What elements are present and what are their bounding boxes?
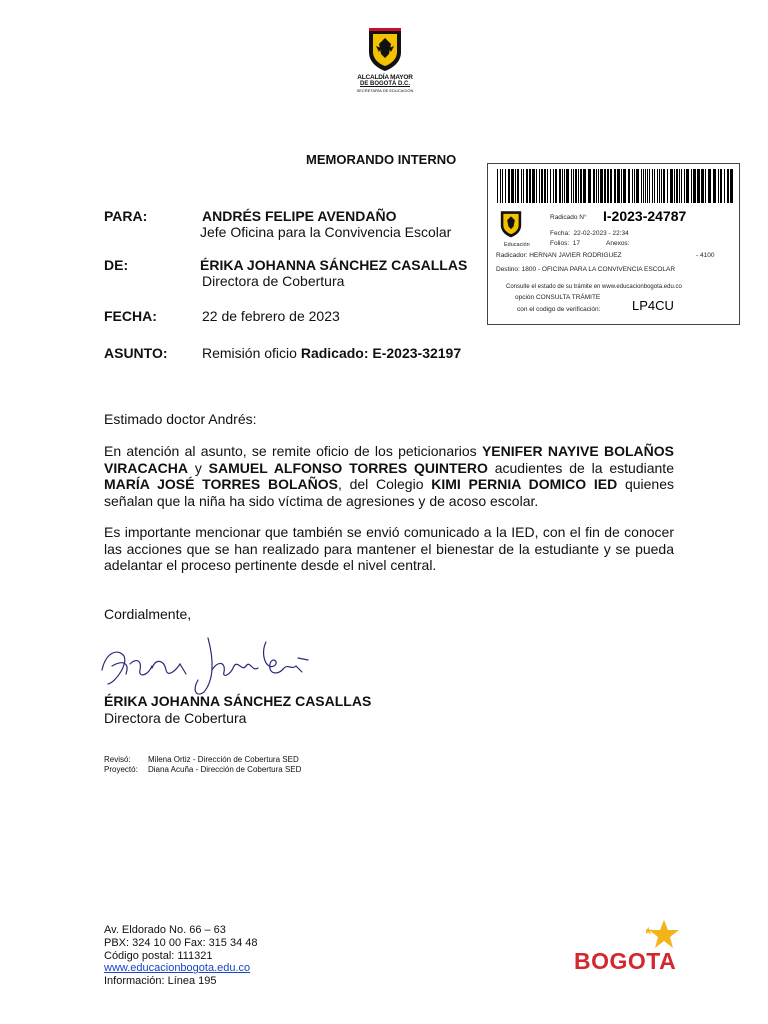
de-label: DE: — [104, 257, 129, 273]
stamp-destino: Destino: 1800 - OFICINA PARA LA CONVIVENCIA ESCOLAR — [496, 266, 676, 273]
barcode-bar — [681, 169, 682, 203]
barcode-bar — [705, 169, 706, 203]
logo-line-2: DE BOGOTÁ D.C. — [359, 81, 410, 87]
stamp-educacion: Educación — [504, 242, 530, 248]
barcode — [493, 167, 736, 205]
barcode-bar — [617, 169, 620, 203]
barcode-bar — [663, 169, 665, 203]
barcode-bar — [583, 169, 586, 203]
radicado-stamp — [487, 163, 740, 325]
proyecto-label: Proyectó: — [104, 765, 138, 774]
stamp-verificacion: con el codigo de verificación: — [517, 306, 601, 313]
stamp-radicador-code: - 4100 — [696, 252, 715, 259]
star-icon — [646, 918, 682, 952]
barcode-bar — [547, 169, 548, 203]
p1-bold-4: KIMI PERNIA DOMICO IED — [431, 476, 618, 492]
barcode-bar — [701, 169, 704, 203]
barcode-bar — [654, 169, 655, 203]
barcode-bar — [575, 169, 577, 203]
stamp-fecha-value: 22-02-2023 - 22:34 — [573, 230, 629, 237]
fecha-value: 22 de febrero de 2023 — [202, 308, 340, 324]
stamp-coat-of-arms-icon — [497, 210, 525, 238]
barcode-bar — [632, 169, 633, 203]
memo-title: MEMORANDO INTERNO — [306, 152, 457, 167]
barcode-bar — [667, 169, 668, 203]
barcode-bar — [647, 169, 648, 203]
reviso-value: Milena Ortiz - Dirección de Cobertura SED — [148, 755, 299, 764]
de-name: ÉRIKA JOHANNA SÁNCHEZ CASALLAS — [200, 257, 468, 273]
asunto-value — [202, 345, 461, 361]
footer-contact — [104, 924, 258, 988]
stamp-anexos-label: Anexos: — [606, 240, 630, 247]
barcode-bar — [544, 169, 546, 203]
barcode-bar — [645, 169, 646, 203]
footer-info: Información: Línea 195 — [104, 975, 217, 988]
barcode-bar — [600, 169, 603, 203]
barcode-bar — [539, 169, 540, 203]
barcode-bar — [724, 169, 725, 203]
stamp-opcion: opción CONSULTA TRÁMITE — [515, 294, 601, 301]
logo-line-3: SECRETARÍA DE EDUCACIÓN — [356, 88, 414, 93]
barcode-bar — [720, 169, 722, 203]
barcode-bar — [628, 169, 630, 203]
barcode-bar — [691, 169, 692, 203]
barcode-bar — [500, 169, 501, 203]
footer-postal: Código postal: 111321 — [104, 949, 213, 962]
stamp-verification-code: LP4CU — [632, 298, 674, 313]
barcode-bar — [652, 169, 653, 203]
barcode-bar — [578, 169, 579, 203]
barcode-bar — [718, 169, 719, 203]
barcode-bar — [643, 169, 644, 203]
bogota-logo — [574, 918, 684, 980]
barcode-bar — [623, 169, 626, 203]
barcode-bar — [693, 169, 696, 203]
stamp-folios-label: Folios: — [550, 240, 570, 247]
stamp-radicador: Radicador: HERNAN JAVIER RODRIGUEZ — [496, 252, 622, 259]
paragraph-2: Es importante mencionar que también se envió comunicado a la IED, con el fin de conocer las acciones que se han realizado para mantener el bienestar de la estudiante y se pueda adelantar el proceso pertinente desde el nivel central. — [104, 524, 674, 573]
footer-web-link[interactable]: www.educacionbogota.edu.co — [104, 962, 251, 975]
barcode-bar — [674, 169, 675, 203]
signer-name: ÉRIKA JOHANNA SÁNCHEZ CASALLAS — [104, 693, 372, 709]
footer-phone: PBX: 324 10 00 Fax: 315 34 48 — [104, 936, 258, 949]
de-role: Directora de Cobertura — [202, 273, 345, 289]
barcode-bar — [713, 169, 716, 203]
paragraph-1 — [104, 443, 674, 509]
barcode-bar — [641, 169, 642, 203]
fecha-label: FECHA: — [104, 308, 157, 324]
para-role: Jefe Oficina para la Convivencia Escolar — [200, 224, 452, 240]
barcode-bar — [559, 169, 561, 203]
barcode-bar — [684, 169, 685, 203]
barcode-bar — [571, 169, 572, 203]
barcode-bar — [517, 169, 519, 203]
barcode-bar — [686, 169, 689, 203]
closing: Cordialmente, — [104, 606, 192, 622]
p1-text-5: quienes señalan que la niña ha sido víctima de agresiones y de acoso escolar. — [104, 476, 674, 509]
logo-line-1: ALCALDÍA MAYOR — [357, 74, 413, 81]
barcode-bar — [634, 169, 635, 203]
signer-role: Directora de Cobertura — [104, 710, 247, 726]
barcode-bar — [604, 169, 606, 203]
proyecto-value: Diana Acuña - Dirección de Cobertura SED — [148, 765, 302, 774]
barcode-bar — [727, 169, 729, 203]
barcode-bar — [657, 169, 658, 203]
barcode-bar — [659, 169, 660, 203]
barcode-bar — [562, 169, 563, 203]
barcode-bar — [529, 169, 531, 203]
barcode-bar — [636, 169, 639, 203]
barcode-bar — [550, 169, 551, 203]
barcode-bar — [649, 169, 650, 203]
barcode-bar — [593, 169, 595, 203]
barcode-bar — [555, 169, 557, 203]
barcode-bar — [661, 169, 662, 203]
stamp-folios — [550, 240, 580, 247]
coat-of-arms-icon — [365, 28, 405, 72]
p1-text-2: y — [188, 459, 209, 476]
barcode-bar — [511, 169, 514, 203]
handwritten-signature — [96, 630, 316, 700]
barcode-bar — [541, 169, 543, 203]
alcaldia-logo — [350, 28, 420, 94]
barcode-bar — [566, 169, 569, 203]
barcode-bar — [521, 169, 522, 203]
barcode-bar — [596, 169, 597, 203]
barcode-bar — [523, 169, 524, 203]
barcode-bar — [497, 169, 498, 203]
barcode-bar — [580, 169, 582, 203]
barcode-bar — [614, 169, 616, 203]
barcode-bar — [730, 169, 733, 203]
p1-bold-2: SAMUEL ALFONSO TORRES QUINTERO — [208, 459, 488, 476]
bogota-wordmark: BOGOTA — [574, 948, 677, 974]
p1-bold-1: YENIFER NAYIVE BOLAÑOS VIRACACHA — [104, 443, 674, 476]
asunto-label: ASUNTO: — [104, 345, 168, 361]
p1-text-1: En atención al asunto, se remite oficio de los peticionarios — [104, 443, 482, 459]
barcode-bar — [515, 169, 516, 203]
barcode-bar — [553, 169, 554, 203]
barcode-bar — [564, 169, 565, 203]
barcode-bar — [502, 169, 503, 203]
barcode-bar — [610, 169, 612, 203]
stamp-consulte: Consulte el estado de su trámite en www.educacionbogota.edu.co — [506, 284, 682, 290]
p1-text-3: acudientes de la estudiante — [487, 459, 674, 476]
stamp-fecha — [550, 230, 629, 237]
barcode-bar — [598, 169, 599, 203]
greeting: Estimado doctor Andrés: — [104, 411, 257, 427]
stamp-radicado-number: I-2023-24787 — [603, 208, 687, 224]
barcode-bar — [676, 169, 678, 203]
barcode-bar — [573, 169, 574, 203]
barcode-bar — [526, 169, 528, 203]
footer-address: Av. Eldorado No. 66 – 63 — [104, 924, 226, 936]
stamp-fecha-label: Fecha: — [550, 230, 570, 237]
p1-bold-3: MARÍA JOSÉ TORRES BOLAÑOS — [104, 476, 338, 492]
p1-text-4: , del Colegio — [337, 476, 432, 492]
barcode-bar — [607, 169, 609, 203]
para-name: ANDRÉS FELIPE AVENDAÑO — [202, 208, 397, 224]
asunto-prefix: Remisión oficio — [202, 345, 297, 361]
barcode-bar — [679, 169, 680, 203]
asunto-radicado: Radicado: E-2023-32197 — [300, 345, 462, 361]
barcode-bar — [508, 169, 510, 203]
barcode-bar — [536, 169, 537, 203]
barcode-bar — [708, 169, 711, 203]
barcode-bar — [697, 169, 700, 203]
barcode-bar — [670, 169, 673, 203]
barcode-bar — [588, 169, 591, 203]
barcode-bar — [532, 169, 535, 203]
stamp-folios-value: 17 — [572, 240, 581, 247]
para-label: PARA: — [104, 208, 148, 224]
reviso-label: Revisó: — [104, 755, 131, 764]
barcode-bar — [621, 169, 622, 203]
barcode-bar — [505, 169, 506, 203]
stamp-radicado-label: Radicado N° — [550, 214, 587, 221]
